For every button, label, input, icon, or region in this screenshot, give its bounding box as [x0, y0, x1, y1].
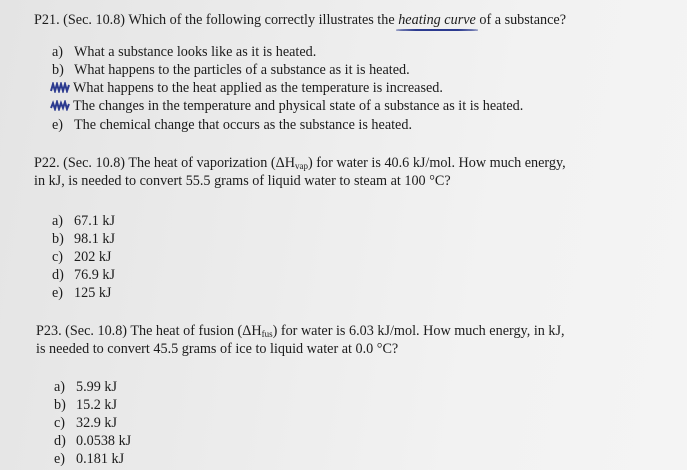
- p22-option-a: a) 67.1 kJ: [52, 213, 115, 229]
- question-p21: P21. (Sec. 10.8) Which of the following correctly illustrates the heating curve of a substance?: [34, 12, 567, 28]
- p22-option-d: d) 76.9 kJ: [52, 267, 115, 283]
- question-p23-line2: is needed to convert 45.5 grams of ice to liquid water at 0.0 °C?: [36, 341, 399, 357]
- p21-option-a: a) What a substance looks like as it is heated.: [52, 44, 317, 60]
- p23-option-e: e) 0.181 kJ: [54, 451, 125, 467]
- p23-option-a: a) 5.99 kJ: [54, 379, 117, 395]
- p23-option-b: b) 15.2 kJ: [54, 397, 117, 413]
- question-p22-line1: P22. (Sec. 10.8) The heat of vaporization $(\Delta H_{vap})$ for water is 40.6 kJ/mol. How much energy,: [34, 155, 566, 171]
- p22-option-c: c) 202 kJ: [52, 249, 112, 265]
- p21-option-c: What happens to the heat applied as the temperature is increased.: [50, 79, 443, 97]
- p23-option-c: c) 32.9 kJ: [54, 415, 117, 431]
- p23-option-d: d) 0.0538 kJ: [54, 433, 132, 449]
- p21-option-e: e) The chemical change that occurs as the substance is heated.: [52, 117, 412, 133]
- scribble-icon: [50, 82, 70, 93]
- p21-option-b: b) What happens to the particles of a substance as it is heated.: [52, 62, 410, 78]
- p21-option-d: The changes in the temperature and physical state of a substance as it is heated.: [50, 97, 523, 115]
- heating-curve-emphasis: heating curve: [398, 12, 476, 28]
- question-p23-line1: P23. (Sec. 10.8) The heat of fusion $(\Delta H_{fus})$ for water is 6.03 kJ/mol. How much energy, in kJ,: [36, 323, 565, 339]
- p22-option-b: b) 98.1 kJ: [52, 231, 115, 247]
- scribble-icon: [50, 100, 70, 111]
- p22-option-e: e) 125 kJ: [52, 285, 112, 301]
- question-p22-line2: in kJ, is needed to convert 55.5 grams of liquid water to steam at 100 °C?: [34, 173, 451, 189]
